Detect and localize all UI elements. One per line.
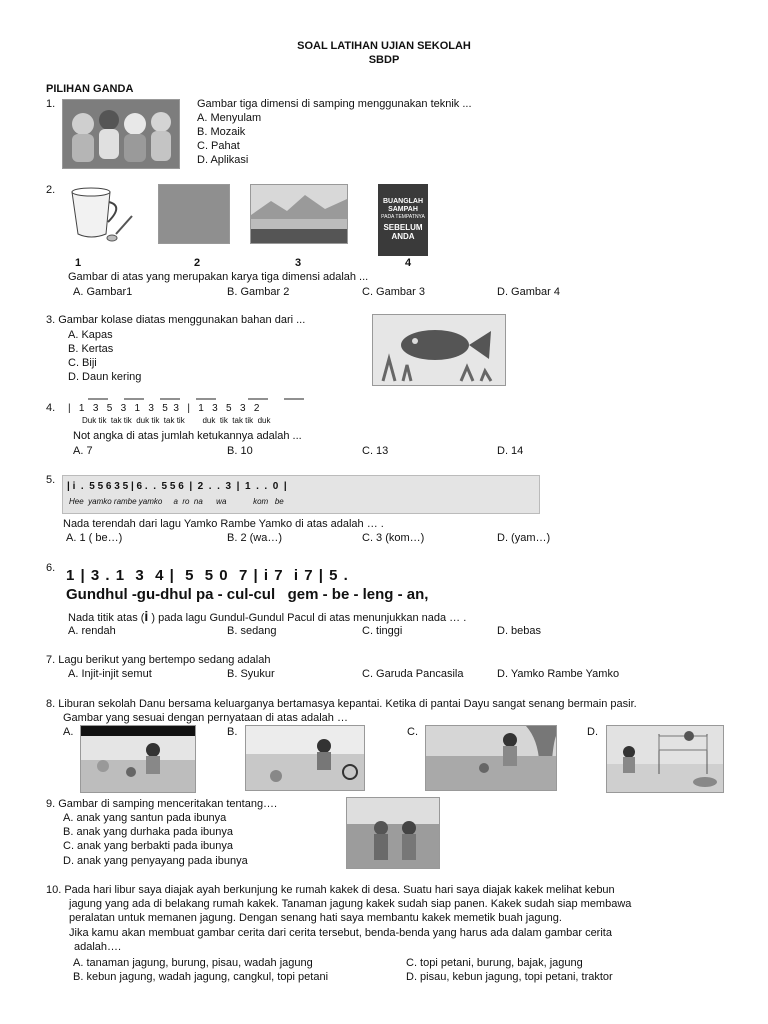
q5-option-a[interactable]: A. 1 ( be…)	[66, 532, 123, 544]
poster-line-5: ANDA	[391, 232, 415, 241]
q8-image-c[interactable]	[425, 725, 557, 791]
q2-option-d[interactable]: D. Gambar 4	[497, 286, 560, 298]
poster-line-1: BUANGLAH	[382, 198, 424, 205]
beach-scene-a	[81, 726, 195, 792]
cup-illustration	[66, 184, 138, 246]
q1-option-c[interactable]: C. Pahat	[197, 140, 240, 152]
q2-image-4-poster	[378, 184, 428, 256]
q1-number: 1.	[46, 98, 56, 110]
q8-image-d[interactable]	[606, 725, 724, 793]
q10-line-5: adalah….	[74, 941, 122, 953]
q10-option-a[interactable]: A. tanaman jagung, burung, pisau, wadah jagung	[73, 957, 313, 969]
q8-label-a[interactable]: A.	[63, 726, 74, 738]
q2-label-3: 3	[295, 257, 302, 269]
q8-label-c[interactable]: C.	[407, 726, 418, 738]
q10-line-3: peralatan untuk memanen jagung. Dengan senang hati saya membantu kakek memetik buah jagung.	[69, 912, 562, 924]
q3-image-leaf-collage	[372, 314, 506, 386]
q7-question: 7. Lagu berikut yang bertempo sedang adalah	[46, 654, 271, 666]
landscape-illustration	[251, 185, 347, 243]
q6-dotted-one-symbol: i	[144, 608, 149, 624]
q4-beam-lines	[86, 396, 316, 402]
q5-number: 5.	[46, 474, 56, 486]
q2-image-2-texture	[158, 184, 230, 244]
q2-label-4: 4	[405, 257, 412, 269]
q4-rhythm-syllables: Duk tik tak tik duk tik tak tik duk tik tak tik duk	[82, 416, 271, 425]
q5-question: Nada terendah dari lagu Yamko Rambe Yamko di atas adalah … .	[63, 518, 384, 530]
q6-number-notation: 1 | 3 . 1 3 4 | 5 5 0 7 | i 7 i 7 | 5 .	[66, 567, 349, 584]
q7-option-d[interactable]: D. Yamko Rambe Yamko	[497, 668, 620, 680]
q4-option-b[interactable]: B. 10	[227, 445, 253, 457]
beach-scene-b	[246, 726, 364, 790]
q2-option-a[interactable]: A. Gambar1	[73, 286, 133, 298]
q1-question: Gambar tiga dimensi di samping menggunakan teknik ...	[197, 98, 472, 110]
q2-image-1-cup	[66, 184, 138, 246]
q6-option-c[interactable]: C. tinggi	[362, 625, 403, 637]
q6-option-d[interactable]: D. bebas	[497, 625, 542, 637]
q3-option-a[interactable]: A. Kapas	[68, 329, 113, 341]
page-subject: SBDP	[368, 54, 400, 66]
q8-image-b[interactable]	[245, 725, 365, 791]
q4-number: 4.	[46, 402, 56, 414]
page-title: SOAL LATIHAN UJIAN SEKOLAH	[297, 40, 471, 52]
section-heading: PILIHAN GANDA	[46, 83, 134, 95]
q5-number-notation: | i . 5 5 6 3 5 | 6 . . 5 5 6 | 2 . . 3 | 1 . . 0 |	[67, 481, 287, 492]
q8-label-b[interactable]: B.	[227, 726, 238, 738]
q9-option-a[interactable]: A. anak yang santun pada ibunya	[63, 812, 227, 824]
q1-option-b[interactable]: B. Mozaik	[197, 126, 246, 138]
q2-label-1: 1	[75, 257, 82, 269]
q10-option-c[interactable]: C. topi petani, burung, bajak, jagung	[406, 957, 583, 969]
q6-option-b[interactable]: B. sedang	[227, 625, 277, 637]
q2-image-3-landscape	[250, 184, 348, 244]
q10-line-4: Jika kamu akan membuat gambar cerita dari cerita tersebut, benda-benda yang harus ada dalam gambar cerita	[69, 927, 612, 939]
q6-option-a[interactable]: A. rendah	[68, 625, 116, 637]
q6-question-part-1: Nada titik atas (	[68, 612, 145, 624]
q8-label-d[interactable]: D.	[587, 726, 598, 738]
dolls-illustration	[63, 100, 179, 168]
q3-option-c[interactable]: C. Biji	[68, 357, 97, 369]
q5-score-strip	[62, 475, 540, 514]
q5-option-d[interactable]: D. (yam…)	[497, 532, 551, 544]
q7-option-c[interactable]: C. Garuda Pancasila	[362, 668, 464, 680]
q7-option-b[interactable]: B. Syukur	[227, 668, 275, 680]
beach-scene-d	[607, 726, 723, 792]
q8-image-a[interactable]	[80, 725, 196, 793]
q9-question: 9. Gambar di samping menceritakan tentang….	[46, 798, 278, 810]
q4-option-d[interactable]: D. 14	[497, 445, 524, 457]
q4-option-a[interactable]: A. 7	[73, 445, 93, 457]
q10-line-1: 10. Pada hari libur saya diajak ayah berkunjung ke rumah kakek di desa. Suatu hari saya diajak kakek melihat kebun	[46, 884, 615, 896]
q2-option-b[interactable]: B. Gambar 2	[227, 286, 290, 298]
q6-lyrics: Gundhul -gu-dhul pa - cul-cul gem - be - leng - an,	[66, 586, 429, 603]
q2-option-c[interactable]: C. Gambar 3	[362, 286, 425, 298]
q5-lyrics: Hee yamko rambe yamko a ro na wa kom be	[69, 497, 284, 506]
q6-number: 6.	[46, 562, 56, 574]
q10-line-2: jagung yang ada di belakang rumah kakek. Tanaman jagung kakek sudah siap panen. Kakek sudah siap membawa	[69, 898, 632, 910]
q4-option-c[interactable]: C. 13	[362, 445, 389, 457]
q9-image-story	[346, 797, 440, 869]
fish-collage-illustration	[373, 315, 505, 385]
mother-child-illustration	[347, 798, 439, 868]
poster-line-2: SAMPAH	[388, 206, 418, 213]
q2-number: 2.	[46, 184, 56, 196]
q1-option-a[interactable]: A. Menyulam	[197, 112, 262, 124]
q3-option-b[interactable]: B. Kertas	[68, 343, 114, 355]
q5-option-c[interactable]: C. 3 (kom…)	[362, 532, 425, 544]
beach-scene-c	[426, 726, 556, 790]
q10-option-d[interactable]: D. pisau, kebun jagung, topi petani, traktor	[406, 971, 613, 983]
q9-option-d[interactable]: D. anak yang penyayang pada ibunya	[63, 855, 248, 867]
q6-question	[68, 609, 466, 625]
q3-question: 3. Gambar kolase diatas menggunakan bahan dari ...	[46, 314, 306, 326]
q4-number-notation: | 1 3 5 3 1 3 5 3 | 1 3 5 3 2	[68, 403, 260, 414]
q2-label-2: 2	[194, 257, 201, 269]
poster-line-4: SEBELUM	[383, 223, 423, 232]
q8-question-line-1: 8. Liburan sekolah Danu bersama keluarganya bertamasya kepantai. Ketika di pantai Dayu sangat senang bermain pasir.	[46, 698, 637, 710]
q4-question: Not angka di atas jumlah ketukannya adalah ...	[73, 430, 302, 442]
q3-option-d[interactable]: D. Daun kering	[68, 371, 142, 383]
q9-option-b[interactable]: B. anak yang durhaka pada ibunya	[63, 826, 234, 838]
q2-question: Gambar di atas yang merupakan karya tiga dimensi adalah ...	[68, 271, 369, 283]
q1-image-knitted-dolls	[62, 99, 180, 169]
q6-question-part-2: ) pada lagu Gundul-Gundul Pacul di atas menunjukkan nada … .	[151, 612, 467, 624]
q5-option-b[interactable]: B. 2 (wa…)	[227, 532, 283, 544]
q10-option-b[interactable]: B. kebun jagung, wadah jagung, cangkul, topi petani	[73, 971, 329, 983]
q8-question-line-2: Gambar yang sesuai dengan pernyataan di atas adalah …	[63, 712, 348, 724]
q1-option-d[interactable]: D. Aplikasi	[197, 154, 249, 166]
q9-option-c[interactable]: C. anak yang berbakti pada ibunya	[63, 840, 234, 852]
q7-option-a[interactable]: A. Injit-injit semut	[68, 668, 152, 680]
poster-line-3: PADA TEMPATNYA	[381, 214, 425, 220]
